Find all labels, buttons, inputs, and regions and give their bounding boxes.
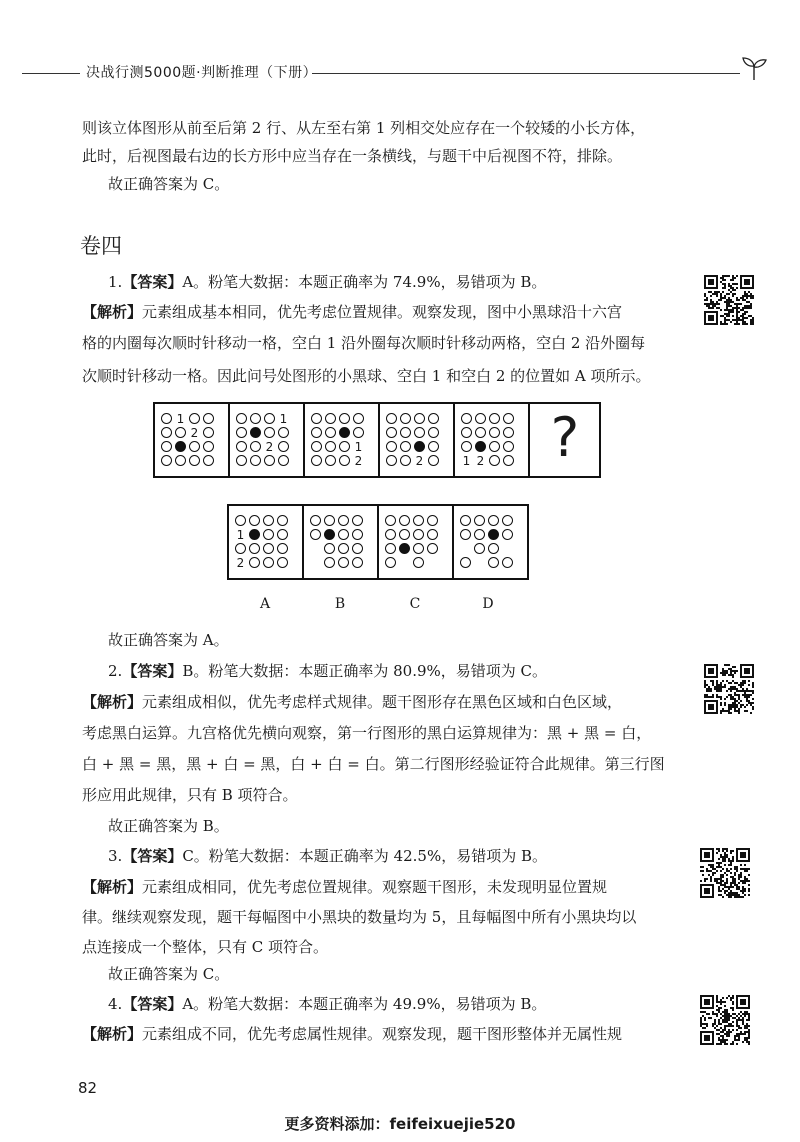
blank-number-label: 1 [176, 412, 185, 426]
q1-analysis-line-1 [82, 302, 622, 322]
hollow-circle [427, 529, 438, 540]
hollow-circle [325, 455, 336, 466]
option-cell-b [304, 506, 379, 578]
hollow-circle [400, 455, 411, 466]
hollow-circle [161, 455, 172, 466]
hollow-circle [428, 455, 439, 466]
black-ball [414, 441, 425, 452]
page-number: 82 [78, 1079, 98, 1097]
black-ball [475, 441, 486, 452]
intro-line-1: 则该立体图形从前至后第 2 行、从左至右第 1 列相交处应存在一个较矮的小长方体， [82, 119, 646, 137]
q3-analysis-line-1 [82, 877, 607, 897]
q1-analysis-text: 元素组成基本相同，优先考虑位置规律。观察发现，图中小黑球沿十六宫 [142, 303, 623, 321]
hollow-circle [503, 413, 514, 424]
question-mark: ? [550, 406, 580, 469]
hollow-circle [277, 529, 288, 540]
hollow-circle [386, 427, 397, 438]
option-label-d: D [482, 596, 494, 612]
hollow-circle [235, 515, 246, 526]
hollow-circle [488, 515, 499, 526]
hollow-circle [489, 427, 500, 438]
blank-number-label: 1 [236, 528, 245, 542]
hollow-circle [474, 515, 485, 526]
header-rule-right [312, 73, 740, 74]
hollow-circle [324, 543, 335, 554]
hollow-circle [203, 413, 214, 424]
hollow-circle [353, 427, 364, 438]
hollow-circle [189, 455, 200, 466]
black-ball [250, 427, 261, 438]
q1-analysis-line-3: 次顺时针移动一格。因此问号处图形的小黑球、空白 1 和空白 2 的位置如 A 项所示。 [82, 367, 651, 385]
hollow-circle [413, 515, 424, 526]
black-ball [249, 529, 260, 540]
hollow-circle [475, 413, 486, 424]
puzzle-cell-question [530, 404, 600, 476]
black-ball [339, 427, 350, 438]
option-cell-a [229, 506, 304, 578]
hollow-circle [264, 413, 275, 424]
intro-line-2: 此时，后视图最右边的长方形中应当存在一条横线，与题干中后视图不符，排除。 [82, 147, 623, 165]
blank-number-label: 2 [415, 454, 424, 468]
hollow-circle [278, 427, 289, 438]
q4-analysis-line-1 [82, 1024, 622, 1044]
blank-number-label: 1 [279, 412, 288, 426]
hollow-circle [236, 441, 247, 452]
hollow-circle [353, 413, 364, 424]
hollow-circle [324, 515, 335, 526]
hollow-circle [339, 455, 350, 466]
black-ball [488, 529, 499, 540]
hollow-circle [311, 441, 322, 452]
q4-number: 4. [108, 995, 123, 1013]
hollow-circle [474, 529, 485, 540]
puzzle-cell-5 [455, 404, 530, 476]
hollow-circle [414, 427, 425, 438]
q3-answer-line [108, 846, 547, 866]
q2-number: 2. [108, 662, 123, 680]
blank-number-label: 1 [462, 454, 471, 468]
hollow-circle [386, 413, 397, 424]
hollow-circle [264, 455, 275, 466]
q3-answer-text: C。粉笔大数据：本题正确率为 42.5%，易错项为 B。 [182, 847, 548, 865]
hollow-circle [428, 441, 439, 452]
blank-number-label: 2 [265, 440, 274, 454]
hollow-circle [236, 427, 247, 438]
hollow-circle [400, 427, 411, 438]
q2-conclusion: 故正确答案为 B。 [108, 817, 229, 835]
blank-number-label: 1 [354, 440, 363, 454]
hollow-circle [189, 413, 200, 424]
hollow-circle [338, 557, 349, 568]
hollow-circle [175, 427, 186, 438]
q3-number: 3. [108, 847, 123, 865]
hollow-circle [428, 413, 439, 424]
hollow-circle [400, 413, 411, 424]
hollow-circle [338, 543, 349, 554]
hollow-circle [428, 427, 439, 438]
hollow-circle [277, 543, 288, 554]
intro-answer: 故正确答案为 C。 [108, 175, 230, 193]
hollow-circle [489, 413, 500, 424]
q2-analysis-line-3: 白 + 黑 = 黑，黑 + 白 = 黑，白 + 白 = 白。第二行图形经验证符合此规律。第三行图 [82, 755, 665, 773]
hollow-circle [325, 427, 336, 438]
black-ball [324, 529, 335, 540]
hollow-circle [189, 441, 200, 452]
q4-answer-tag: 【答案】 [122, 995, 183, 1013]
q1-options-row [227, 504, 529, 580]
hollow-circle [310, 529, 321, 540]
black-ball [175, 441, 186, 452]
puzzle-cell-4 [380, 404, 455, 476]
hollow-circle [250, 441, 261, 452]
header-title: 决战行测5000题·判断推理（下册） [86, 65, 318, 81]
hollow-circle [502, 529, 513, 540]
q2-answer-line [108, 661, 547, 681]
q1-analysis-tag: 【解析】 [82, 303, 143, 321]
q1-analysis-line-2: 格的内圈每次顺时针移动一格，空白 1 沿外圈每次顺时针移动两格，空白 2 沿外圈每 [82, 334, 646, 352]
hollow-circle [413, 543, 424, 554]
hollow-circle [249, 543, 260, 554]
hollow-circle [263, 529, 274, 540]
hollow-circle [263, 515, 274, 526]
black-ball [399, 543, 410, 554]
q3-analysis-line-3: 点连接成一个整体，只有 C 项符合。 [82, 938, 329, 956]
hollow-circle [236, 455, 247, 466]
hollow-circle [277, 515, 288, 526]
q2-analysis-text: 元素组成相似，优先考虑样式规律。题干图形存在黑色区域和白色区域， [142, 693, 623, 711]
q1-answer-text: A。粉笔大数据：本题正确率为 74.9%，易错项为 B。 [182, 273, 547, 291]
q4-analysis-tag: 【解析】 [82, 1025, 143, 1043]
q3-analysis-tag: 【解析】 [82, 878, 143, 896]
qr-code-q2[interactable] [704, 664, 754, 714]
q1-answer-line [108, 272, 546, 292]
q1-puzzle-row [153, 402, 601, 478]
hollow-circle [236, 413, 247, 424]
hollow-circle [489, 455, 500, 466]
blank-number-label: 2 [236, 556, 245, 570]
hollow-circle [352, 515, 363, 526]
hollow-circle [414, 413, 425, 424]
q2-analysis-tag: 【解析】 [82, 693, 143, 711]
hollow-circle [235, 543, 246, 554]
hollow-circle [338, 529, 349, 540]
q4-analysis-text: 元素组成不同，优先考虑属性规律。观察发现，题干图形整体并无属性规 [142, 1025, 623, 1043]
header-rule-left [22, 73, 80, 74]
section-title: 卷四 [80, 234, 122, 258]
option-label-c: C [409, 596, 421, 612]
puzzle-cell-2 [230, 404, 305, 476]
q1-answer-tag: 【答案】 [122, 273, 183, 291]
q3-analysis-text: 元素组成相同，优先考虑位置规律。观察题干图形，未发现明显位置规 [142, 878, 608, 896]
qr-code-q1[interactable] [704, 275, 754, 325]
hollow-circle [250, 413, 261, 424]
hollow-circle [264, 427, 275, 438]
hollow-circle [311, 413, 322, 424]
puzzle-cell-3 [305, 404, 380, 476]
hollow-circle [503, 441, 514, 452]
hollow-circle [460, 557, 471, 568]
hollow-circle [311, 455, 322, 466]
footer-note: 更多资料添加：feifeixuejie520 [284, 1115, 516, 1133]
hollow-circle [311, 427, 322, 438]
hollow-circle [503, 427, 514, 438]
hollow-circle [488, 557, 499, 568]
option-label-b: B [334, 596, 346, 612]
hollow-circle [427, 515, 438, 526]
hollow-circle [413, 557, 424, 568]
qr-code-q4[interactable] [700, 995, 750, 1045]
qr-code-q3[interactable] [700, 848, 750, 898]
hollow-circle [352, 557, 363, 568]
hollow-circle [460, 515, 471, 526]
hollow-circle [503, 455, 514, 466]
hollow-circle [161, 427, 172, 438]
hollow-circle [413, 529, 424, 540]
blank-number-label: 2 [190, 426, 199, 440]
hollow-circle [385, 529, 396, 540]
q2-analysis-line-4: 形应用此规律，只有 B 项符合。 [82, 786, 298, 804]
hollow-circle [249, 557, 260, 568]
option-label-a: A [259, 596, 271, 612]
hollow-circle [325, 413, 336, 424]
hollow-circle [175, 455, 186, 466]
hollow-circle [338, 515, 349, 526]
hollow-circle [502, 557, 513, 568]
hollow-circle [339, 441, 350, 452]
q4-answer-text: A。粉笔大数据：本题正确率为 49.9%，易错项为 B。 [182, 995, 547, 1013]
hollow-circle [489, 441, 500, 452]
q1-conclusion: 故正确答案为 A。 [108, 631, 229, 649]
hollow-circle [263, 557, 274, 568]
hollow-circle [461, 441, 472, 452]
hollow-circle [352, 543, 363, 554]
hollow-circle [249, 515, 260, 526]
hollow-circle [399, 515, 410, 526]
hollow-circle [502, 515, 513, 526]
hollow-circle [310, 515, 321, 526]
hollow-circle [385, 515, 396, 526]
hollow-circle [161, 413, 172, 424]
option-cell-c [379, 506, 454, 578]
q3-conclusion: 故正确答案为 C。 [108, 965, 230, 983]
hollow-circle [488, 543, 499, 554]
q3-answer-tag: 【答案】 [122, 847, 183, 865]
q2-answer-tag: 【答案】 [122, 662, 183, 680]
hollow-circle [278, 455, 289, 466]
hollow-circle [399, 529, 410, 540]
q4-answer-line [108, 994, 546, 1014]
hollow-circle [385, 543, 396, 554]
hollow-circle [427, 543, 438, 554]
option-cell-d [454, 506, 527, 578]
hollow-circle [461, 427, 472, 438]
hollow-circle [203, 441, 214, 452]
q1-number: 1. [108, 273, 123, 291]
blank-number-label: 2 [476, 454, 485, 468]
hollow-circle [386, 455, 397, 466]
hollow-circle [277, 557, 288, 568]
hollow-circle [352, 529, 363, 540]
hollow-circle [475, 427, 486, 438]
hollow-circle [278, 441, 289, 452]
q2-analysis-line-1 [82, 692, 622, 712]
hollow-circle [203, 455, 214, 466]
blank-number-label: 2 [354, 454, 363, 468]
hollow-circle [324, 557, 335, 568]
hollow-circle [461, 413, 472, 424]
hollow-circle [400, 441, 411, 452]
hollow-circle [385, 557, 396, 568]
hollow-circle [474, 543, 485, 554]
sprout-leaf-icon [740, 56, 768, 82]
hollow-circle [386, 441, 397, 452]
q3-analysis-line-2: 律。继续观察发现，题干每幅图中小黑块的数量均为 5，且每幅图中所有小黑块均以 [82, 908, 637, 926]
q2-answer-text: B。粉笔大数据：本题正确率为 80.9%，易错项为 C。 [182, 662, 548, 680]
hollow-circle [203, 427, 214, 438]
hollow-circle [325, 441, 336, 452]
hollow-circle [263, 543, 274, 554]
hollow-circle [339, 413, 350, 424]
q2-analysis-line-2: 考虑黑白运算。九宫格优先横向观察，第一行图形的黑白运算规律为：黑 + 黑 = 白， [82, 724, 652, 742]
hollow-circle [250, 455, 261, 466]
running-header [22, 58, 762, 88]
puzzle-cell-1 [155, 404, 230, 476]
hollow-circle [460, 529, 471, 540]
hollow-circle [161, 441, 172, 452]
